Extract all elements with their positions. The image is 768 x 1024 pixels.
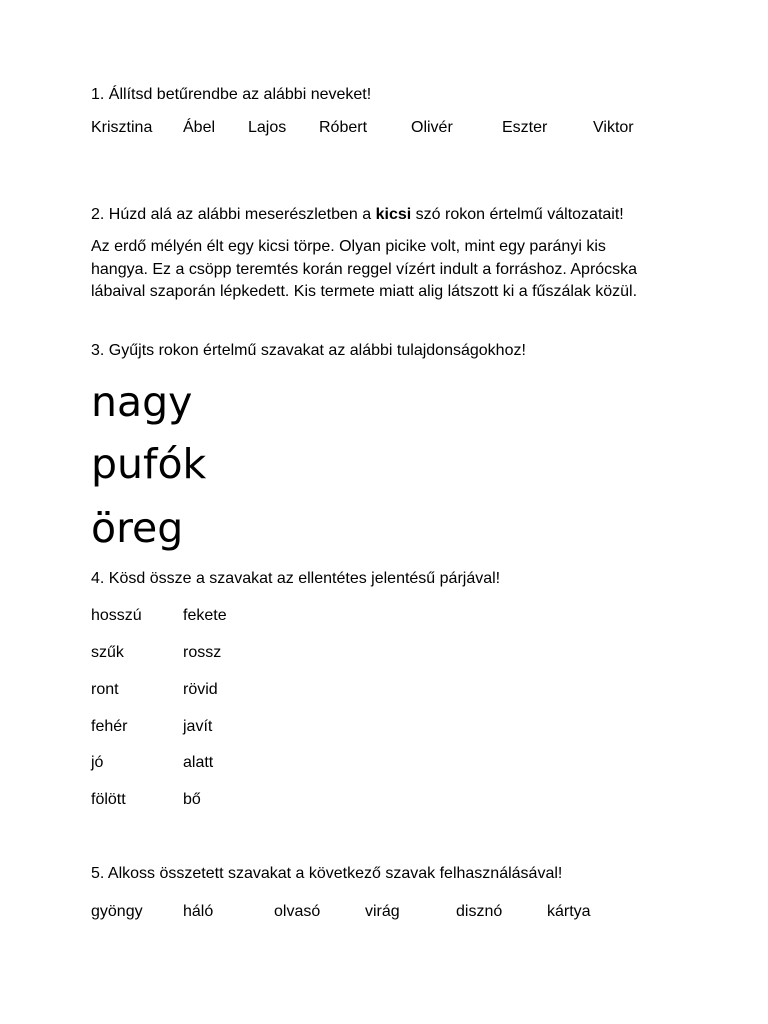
- name-item: Lajos: [248, 119, 287, 136]
- word-item: fekete: [183, 607, 227, 624]
- task-2-title-keyword: kicsi: [375, 206, 412, 223]
- attribute-word: nagy: [91, 378, 193, 426]
- word-item: gyöngy: [91, 903, 143, 920]
- word-item: ront: [91, 681, 119, 698]
- word-item: disznó: [456, 903, 503, 920]
- word-item: rossz: [183, 644, 222, 661]
- task-5-title: 5. Alkoss összetett szavakat a következő szavak felhasználásával!: [91, 865, 563, 882]
- word-item: fölött: [91, 791, 126, 808]
- name-item: Olivér: [411, 119, 453, 136]
- task-2-title: [91, 206, 624, 224]
- task-4-title: 4. Kösd össze a szavakat az ellentétes jelentésű párjával!: [91, 570, 501, 587]
- word-item: hosszú: [91, 607, 142, 624]
- word-item: virág: [365, 903, 400, 920]
- word-item: kártya: [547, 903, 591, 920]
- word-item: jó: [91, 754, 104, 771]
- attribute-word: öreg: [91, 504, 184, 552]
- name-item: Róbert: [319, 119, 368, 136]
- word-item: szűk: [91, 644, 124, 661]
- word-item: olvasó: [274, 903, 321, 920]
- word-item: alatt: [183, 754, 214, 771]
- task-2-title-end: szó rokon értelmű változatait!: [411, 206, 624, 223]
- task-1-title: 1. Állítsd betűrendbe az alábbi neveket!: [91, 86, 372, 103]
- name-item: Ábel: [183, 119, 216, 136]
- word-item: bő: [183, 791, 201, 808]
- task-3-title: 3. Gyűjts rokon értelmű szavakat az alábbi tulajdonságokhoz!: [91, 342, 526, 359]
- name-item: Eszter: [502, 119, 548, 136]
- word-item: fehér: [91, 718, 128, 735]
- name-item: Viktor: [593, 119, 634, 136]
- story-paragraph: Az erdő mélyén élt egy kicsi törpe. Olyan picike volt, mint egy parányi kis hangya. Ez a csöpp teremtés korán reggel vízért indult a forráshoz. Aprócska lábaival szaporán lépkedett. Kis termete miatt alig látszott ki a fűszálak közül.: [91, 238, 638, 300]
- name-item: Krisztina: [91, 119, 153, 136]
- word-item: háló: [183, 903, 214, 920]
- word-item: rövid: [183, 681, 218, 698]
- word-item: javít: [183, 718, 213, 735]
- attribute-word: pufók: [91, 440, 207, 488]
- task-2-title-start: 2. Húzd alá az alábbi meserészletben a: [91, 206, 376, 223]
